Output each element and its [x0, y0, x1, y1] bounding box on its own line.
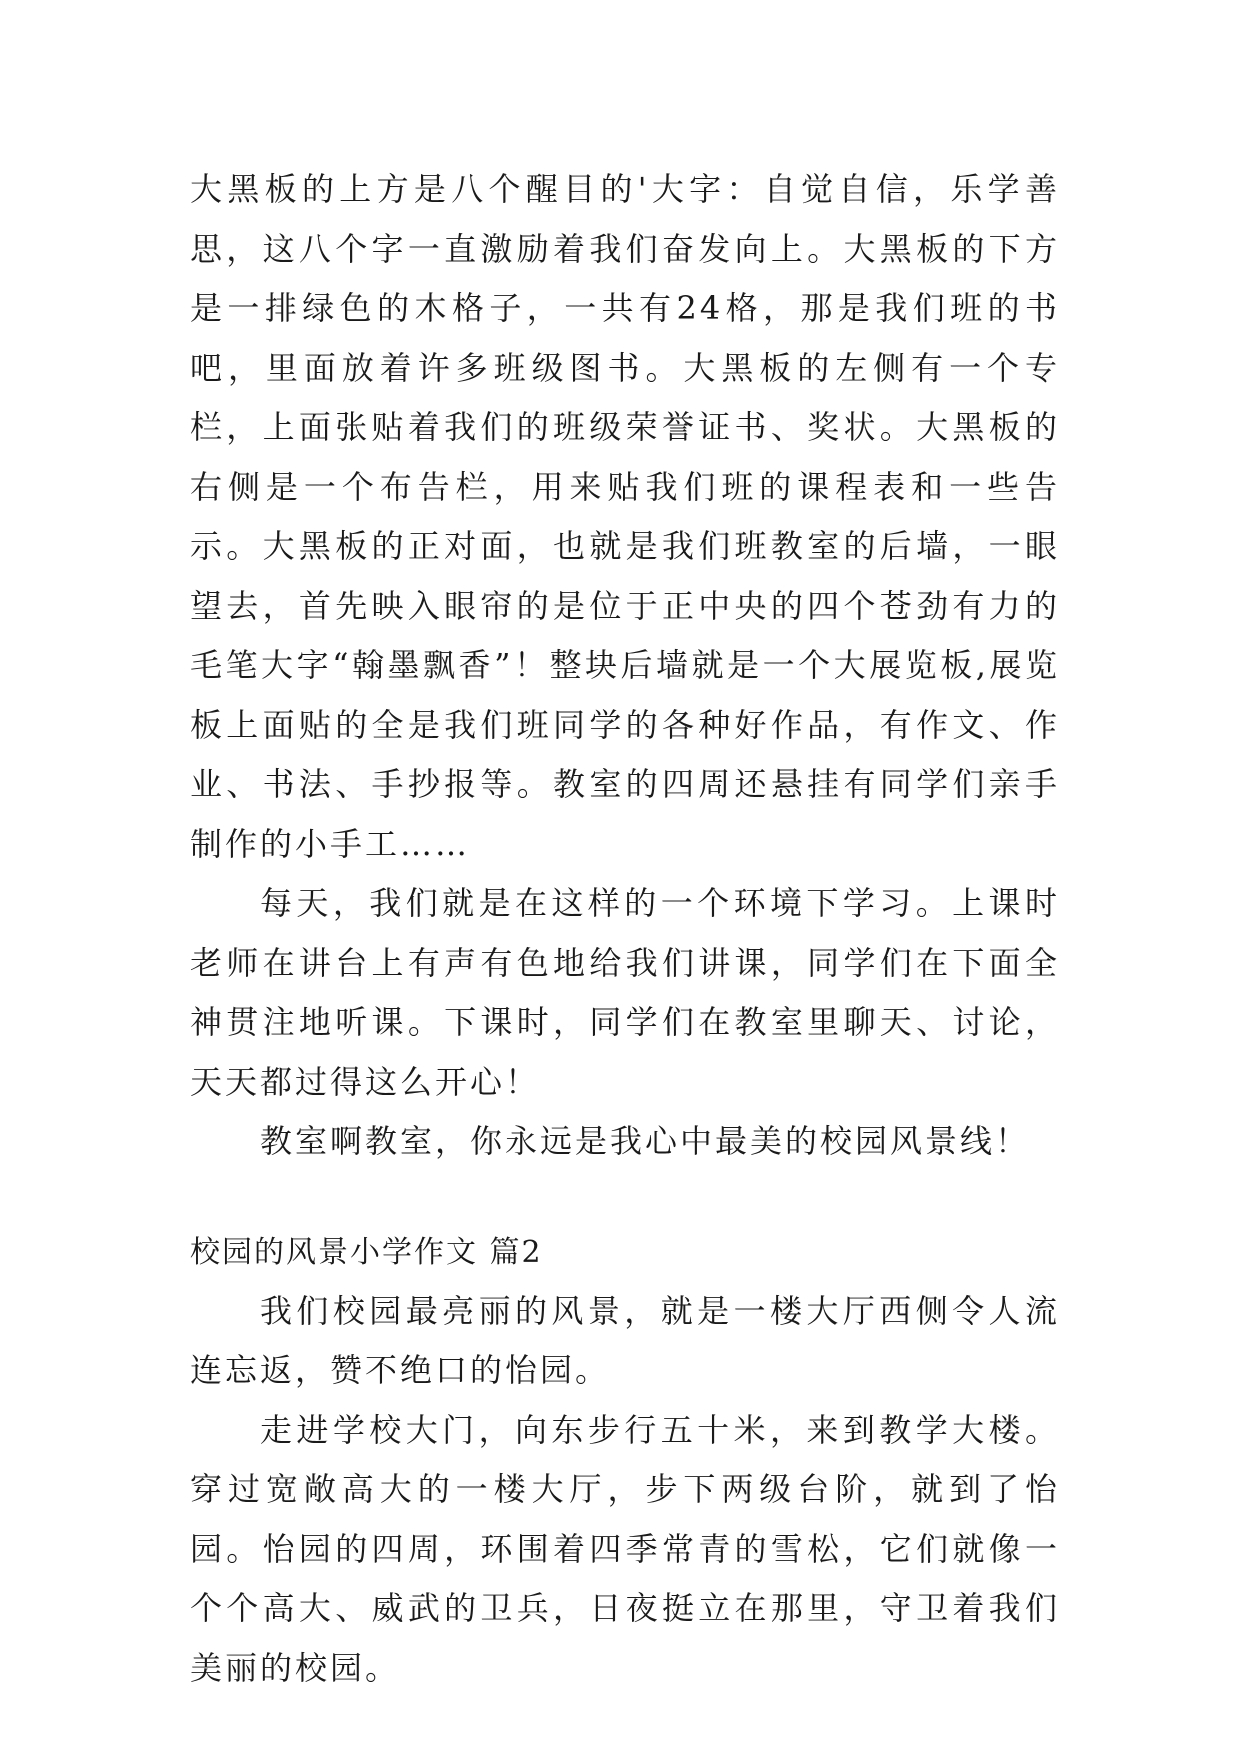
article-body	[190, 160, 1060, 1698]
section-spacer	[190, 1172, 1060, 1224]
paragraph-classroom-description: 大黑板的上方是八个醒目的'大字：自觉自信，乐学善思，这八个字一直激励着我们奋发向上。大黑板的下方是一排绿色的木格子，一共有24格，那是我们班的书吧，里面放着许多班级图书。大黑板的左侧有一个专栏，上面张贴着我们的班级荣誉证书、奖状。大黑板的右侧是一个布告栏，用来贴我们班的课程表和一些告示。大黑板的正对面，也就是我们班教室的后墙，一眼望去，首先映入眼帘的是位于正中央的四个苍劲有力的毛笔大字“翰墨飘香”！整块后墙就是一个大展览板,展览板上面贴的全是我们班同学的各种好作品，有作文、作业、书法、手抄报等。教室的四周还悬挂有同学们亲手制作的小手工……	[190, 170, 1060, 863]
paragraph-yiyuan-intro: 我们校园最亮丽的风景，就是一楼大厅西侧令人流连忘返，赞不绝口的怡园。	[190, 1291, 1060, 1389]
section-heading: 校园的风景小学作文 篇2	[190, 1234, 543, 1270]
paragraph-yiyuan-description: 走进学校大门，向东步行五十米，来到教学大楼。穿过宽敞高大的一楼大厅，步下两级台阶，就到了怡园。怡园的四周，环围着四季常青的雪松，它们就像一个个高大、威武的卫兵，日夜挺立在那里，守卫着我们美丽的校园。	[190, 1410, 1060, 1687]
paragraph-classroom-conclusion: 教室啊教室，你永远是我心中最美的校园风景线！	[260, 1122, 1031, 1160]
paragraph-daily-study: 每天，我们就是在这样的一个环境下学习。上课时老师在讲台上有声有色地给我们讲课，同学们在下面全神贯注地听课。下课时，同学们在教室里聊天、讨论，天天都过得这么开心！	[190, 884, 1060, 1101]
